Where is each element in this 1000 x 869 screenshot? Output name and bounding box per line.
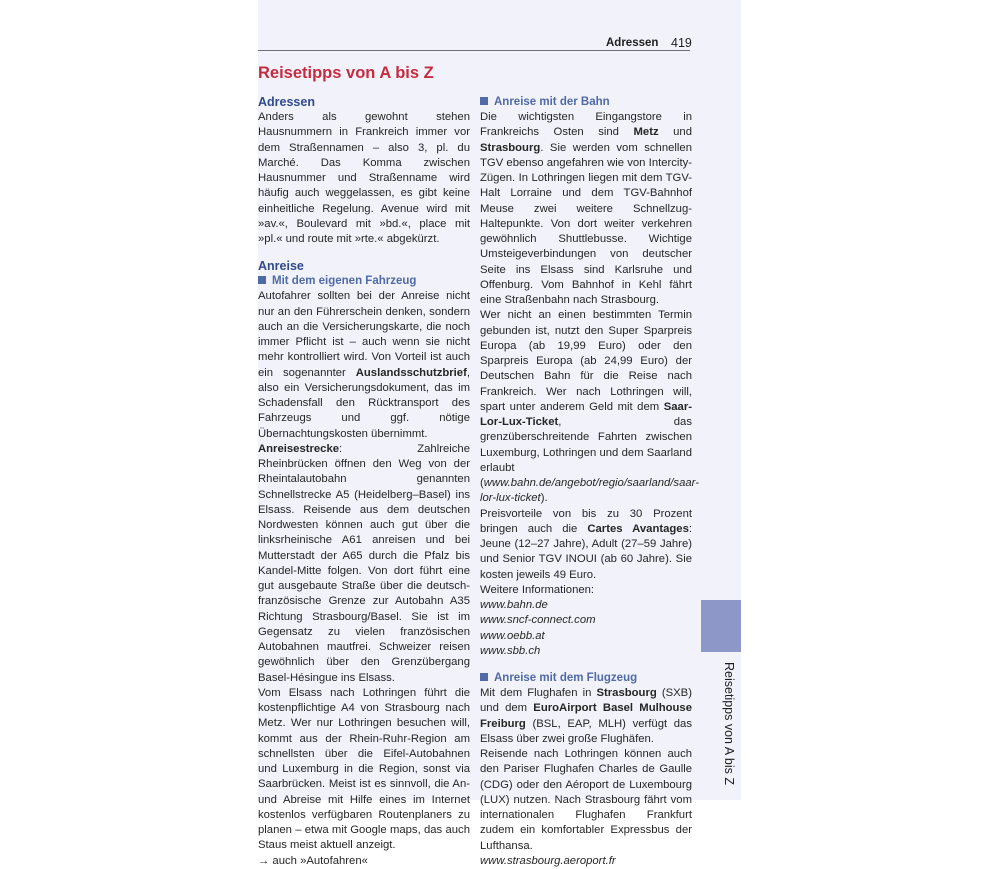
page-number: 419 [671, 36, 692, 50]
subheading-eigenes-fahrzeug [258, 274, 470, 289]
subheading-flugzeug [480, 671, 692, 686]
heading-adressen: Adressen [258, 95, 315, 109]
square-bullet-icon [480, 673, 488, 681]
paragraph-bahn-2: Wer nicht an einen bestimmten Termin gebunden ist, nutzt den Super Sparpreis Europa (ab 19,99 Euro) oder den Sparpreis Europa (ab 24,99 Euro) der Deutschen Bahn für die Reise nach Frankreich. Wer nach Lothringen will, spart unter anderem Geld mit dem Saar-Lor-Lux-Ticket, das grenzüberschreitende Fahrten zwischen Luxemburg, Lothringen und dem Saarland erlaubt (www.bahn.de/angebot/regio/saarland/saar-lor-lux-ticket). [480, 309, 699, 505]
paragraph-lothringen: Vom Elsass nach Lothringen führt die kostenpflichtige A4 von Strasbourg nach Metz. Wer nur Lothringen besuchen will, kommt aus der Rhein-Ruhr-Region am schnellsten über die Eifel-Autobahnen und Luxemburg in die Region, sonst via Saarbrücken. Meist ist es sinnvoll, die An- und Abreise mit Hilfe eines im Internet kostenlos verfügbaren Routenplaners zu planen – etwa mit Google maps, das auch Staus meist aktuell anzeigt. [258, 686, 470, 852]
term-cartes-avantages: Cartes Avantages [587, 522, 689, 535]
term-euroairport: EuroAirport Basel Mulhouse Freiburg [480, 702, 693, 730]
term-strasbourg: Strasbourg [480, 141, 541, 154]
term-auslandsschutzbrief: Auslandsschutzbrief [355, 366, 467, 379]
cross-reference: → auch »Autofahren« [258, 854, 368, 867]
square-bullet-icon [480, 97, 488, 105]
term-metz: Metz [633, 126, 659, 139]
term-saar-lor-lux-ticket: Saar-Lor-Lux-Ticket [480, 400, 692, 428]
right-column [480, 95, 699, 869]
link-sbb[interactable]: www.sbb.ch [480, 644, 541, 657]
left-column [258, 95, 470, 869]
paragraph-anreisestrecke: Anreisestrecke: Zahlreiche Rheinbrücken öffnen den Weg von der Rheintalautobahn genannten Schnellstrecke A5 (Heidelberg–Basel) ins Elsass. Reisende aus dem deutschen Nordwesten können auch gut über die linksrheinische A61 anreisen und bei Mutterstadt der A65 durch die Pfalz bis Kandel-Mitte folgen. Von dort führt eine gut ausgebaute Straße über die deutsch-französische Grenze zur Autobahn A35 Richtung Strasbourg/Basel. Sie ist im Gegensatz zu vielen französischen Autobahnen mautfrei. Schweizer reisen gewöhnlich über den Grenzübergang Basel-Hésingue ins Elsass. [258, 442, 470, 684]
link-saar-lor-lux[interactable]: www.bahn.de/angebot/regio/saarland/saar-lor-lux-ticket [480, 477, 699, 505]
chapter-tab-label: Reisetipps von A bis Z [722, 662, 736, 785]
paragraph-bahn-3: Preisvorteile von bis zu 30 Prozent bringen auch die Cartes Avantages: Jeune (12–27 Jahre), Adult (27–59 Jahre) und Senior TGV INOUI (ab 60 Jahre). Sie kosten jeweils 49 Euro. [480, 507, 692, 581]
paragraph-flug-1: Mit dem Flughafen in Strasbourg (SXB) und dem EuroAirport Basel Mulhouse Freiburg (BSL, EAP, MLH) verfügt das Elsass über zwei große Flughäfen. [480, 687, 693, 745]
link-strasbourg-aeroport[interactable]: www.strasbourg.aeroport.fr [480, 854, 616, 867]
heading-anreise: Anreise [258, 259, 304, 274]
paragraph-fahrzeug-1: Autofahrer sollten bei der Anreise nicht nur an den Führerschein denken, sondern auch an die Versicherungskarte, die noch immer Pflicht ist – auch wenn sie nicht mehr kontrolliert wird. Von Vorteil ist auch ein sogenannter Auslandsschutzbrief, also ein Versicherungsdokument, das im Schadensfall den Rücktransport des Fahrzeugs und ggf. nötige Übernachtungskosten übernimmt. [258, 290, 470, 440]
term-anreisestrecke: Anreisestrecke [258, 442, 340, 455]
subheading-label: Mit dem eigenen Fahrzeug [272, 275, 417, 288]
paragraph-adressen: Anders als gewohnt stehen Hausnummern in Frankreich immer vor dem Straßennamen – also 3, pl. du Marché. Das Komma zwischen Hausnummer und Straßenname wird häufig auch weggelassen, es gibt keine einheitliche Regelung. Avenue wird mit »av.«, Boulevard mit »bd.«, place mit »pl.« und route mit »rte.« abgekürzt. [258, 111, 470, 245]
running-header-section: Adressen [606, 37, 659, 49]
link-oebb[interactable]: www.oebb.at [480, 629, 545, 642]
subheading-label: Anreise mit der Bahn [494, 96, 610, 108]
paragraph-flug-2: Reisende nach Lothringen können auch den Pariser Flughafen Charles de Gaulle (CDG) oder den Aéroport de Luxembourg (LUX) nutzen. Nach Strasbourg fährt vom internationalen Flughafen Frankfurt zudem ein komfortabler Expressbus der Lufthansa. [480, 748, 692, 852]
page-title: Reisetipps von A bis Z [258, 64, 434, 82]
header-rule [258, 50, 690, 51]
info-label: Weitere Informationen: [480, 583, 595, 596]
link-bahn[interactable]: www.bahn.de [480, 599, 548, 611]
subheading-label: Anreise mit dem Flugzeug [494, 672, 638, 684]
square-bullet-icon [258, 276, 266, 284]
chapter-tab [701, 600, 741, 652]
term-strasbourg-airport: Strasbourg [596, 687, 657, 699]
link-sncf[interactable]: www.sncf-connect.com [480, 614, 596, 627]
subheading-bahn [480, 95, 692, 110]
paragraph-bahn-1: Die wichtigsten Eingangstore in Frankreichs Osten sind Metz und Strasbourg. Sie werden vom schnellen TGV ebenso angefahren wie von Intercity-Zügen. In Lothringen liegen mit dem TGV-Halt Lorraine und dem TGV-Bahnhof Meuse zwei weitere Schnellzug-Haltepunkte. Von dort weiter verkehren gewöhnlich Shuttlebusse. Wichtige Umsteigeverbindungen von deutscher Seite ins Elsass sind Karlsruhe und Offenburg. Vom Bahnhof in Kehl fährt eine Straßenbahn nach Strasbourg. [480, 111, 692, 306]
